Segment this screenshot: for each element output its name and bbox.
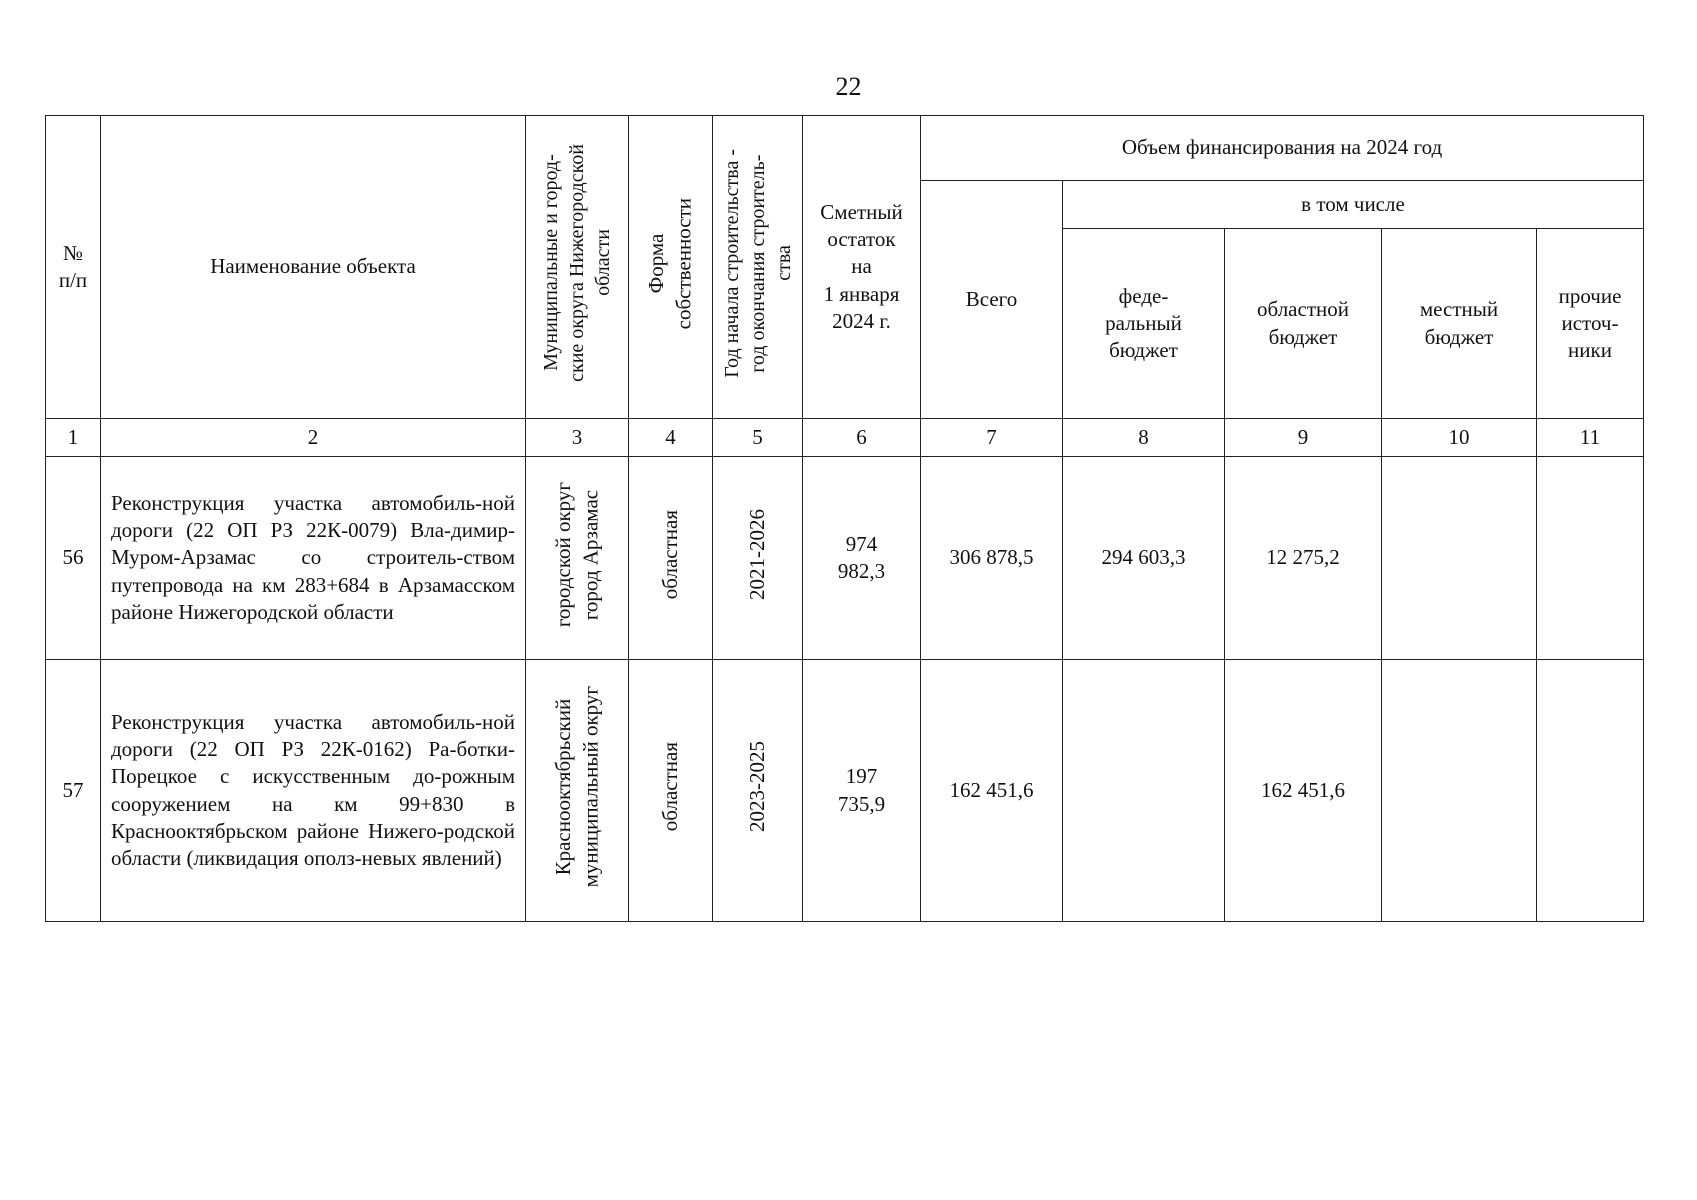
col-number: 1 bbox=[46, 419, 101, 457]
row-name: Реконструкция участка автомобиль-ной дороги (22 ОП РЗ 22К-0079) Вла-димир-Муром-Арзамас со строитель-ством путепровода на км 283+684 в Арзамасском районе Нижегородской области bbox=[101, 457, 526, 660]
col-number: 2 bbox=[101, 419, 526, 457]
header-regional: областной бюджет bbox=[1225, 229, 1382, 419]
col-number: 6 bbox=[803, 419, 921, 457]
row-federal bbox=[1063, 660, 1225, 922]
col-number: 3 bbox=[526, 419, 629, 457]
col-number: 4 bbox=[629, 419, 713, 457]
row-ownership: областная bbox=[629, 457, 713, 660]
table-row bbox=[46, 660, 1644, 922]
row-local bbox=[1382, 457, 1537, 660]
row-municipal: городской округ город Арзамас bbox=[526, 457, 629, 660]
row-years: 2021-2026 bbox=[713, 457, 803, 660]
header-total: Всего bbox=[921, 181, 1063, 419]
header-name: Наименование объекта bbox=[101, 116, 526, 419]
header-num: № п/п bbox=[46, 116, 101, 419]
col-number: 8 bbox=[1063, 419, 1225, 457]
row-municipal: Краснооктябрьский муниципальный округ bbox=[526, 660, 629, 922]
row-other bbox=[1537, 457, 1644, 660]
header-estimate: Сметный остаток на 1 января 2024 г. bbox=[803, 116, 921, 419]
row-years: 2023-2025 bbox=[713, 660, 803, 922]
row-total: 162 451,6 bbox=[921, 660, 1063, 922]
col-number: 5 bbox=[713, 419, 803, 457]
row-estimate: 974 982,3 bbox=[803, 457, 921, 660]
row-ownership: областная bbox=[629, 660, 713, 922]
row-regional: 12 275,2 bbox=[1225, 457, 1382, 660]
row-other bbox=[1537, 660, 1644, 922]
col-number: 11 bbox=[1537, 419, 1644, 457]
row-total: 306 878,5 bbox=[921, 457, 1063, 660]
row-regional: 162 451,6 bbox=[1225, 660, 1382, 922]
header-federal: феде- ральный бюджет bbox=[1063, 229, 1225, 419]
col-number: 7 bbox=[921, 419, 1063, 457]
header-years: Год начала строительства - год окончания строитель- ства bbox=[713, 116, 803, 419]
row-num: 56 bbox=[46, 457, 101, 660]
row-num: 57 bbox=[46, 660, 101, 922]
header-ownership: Форма собственности bbox=[629, 116, 713, 419]
header-funding: Объем финансирования на 2024 год bbox=[921, 116, 1644, 181]
row-estimate: 197 735,9 bbox=[803, 660, 921, 922]
col-number: 9 bbox=[1225, 419, 1382, 457]
row-local bbox=[1382, 660, 1537, 922]
table-row bbox=[46, 457, 1644, 660]
header-row-1 bbox=[46, 116, 1644, 181]
funding-table bbox=[45, 115, 1644, 922]
col-number: 10 bbox=[1382, 419, 1537, 457]
header-including: в том числе bbox=[1063, 181, 1644, 229]
header-other: прочие источ- ники bbox=[1537, 229, 1644, 419]
header-municipal: Муниципальные и город- ские округа Нижегородской области bbox=[526, 116, 629, 419]
column-numbers-row bbox=[46, 419, 1644, 457]
row-name: Реконструкция участка автомобиль-ной дороги (22 ОП РЗ 22К-0162) Ра-ботки-Порецкое с искусственным до-рожным сооружением на км 99+830 в Краснооктябрьском районе Нижего-родской области (ликвидация ополз-невых явлений) bbox=[101, 660, 526, 922]
page-number: 22 bbox=[835, 72, 862, 101]
row-federal: 294 603,3 bbox=[1063, 457, 1225, 660]
header-local: местный бюджет bbox=[1382, 229, 1537, 419]
